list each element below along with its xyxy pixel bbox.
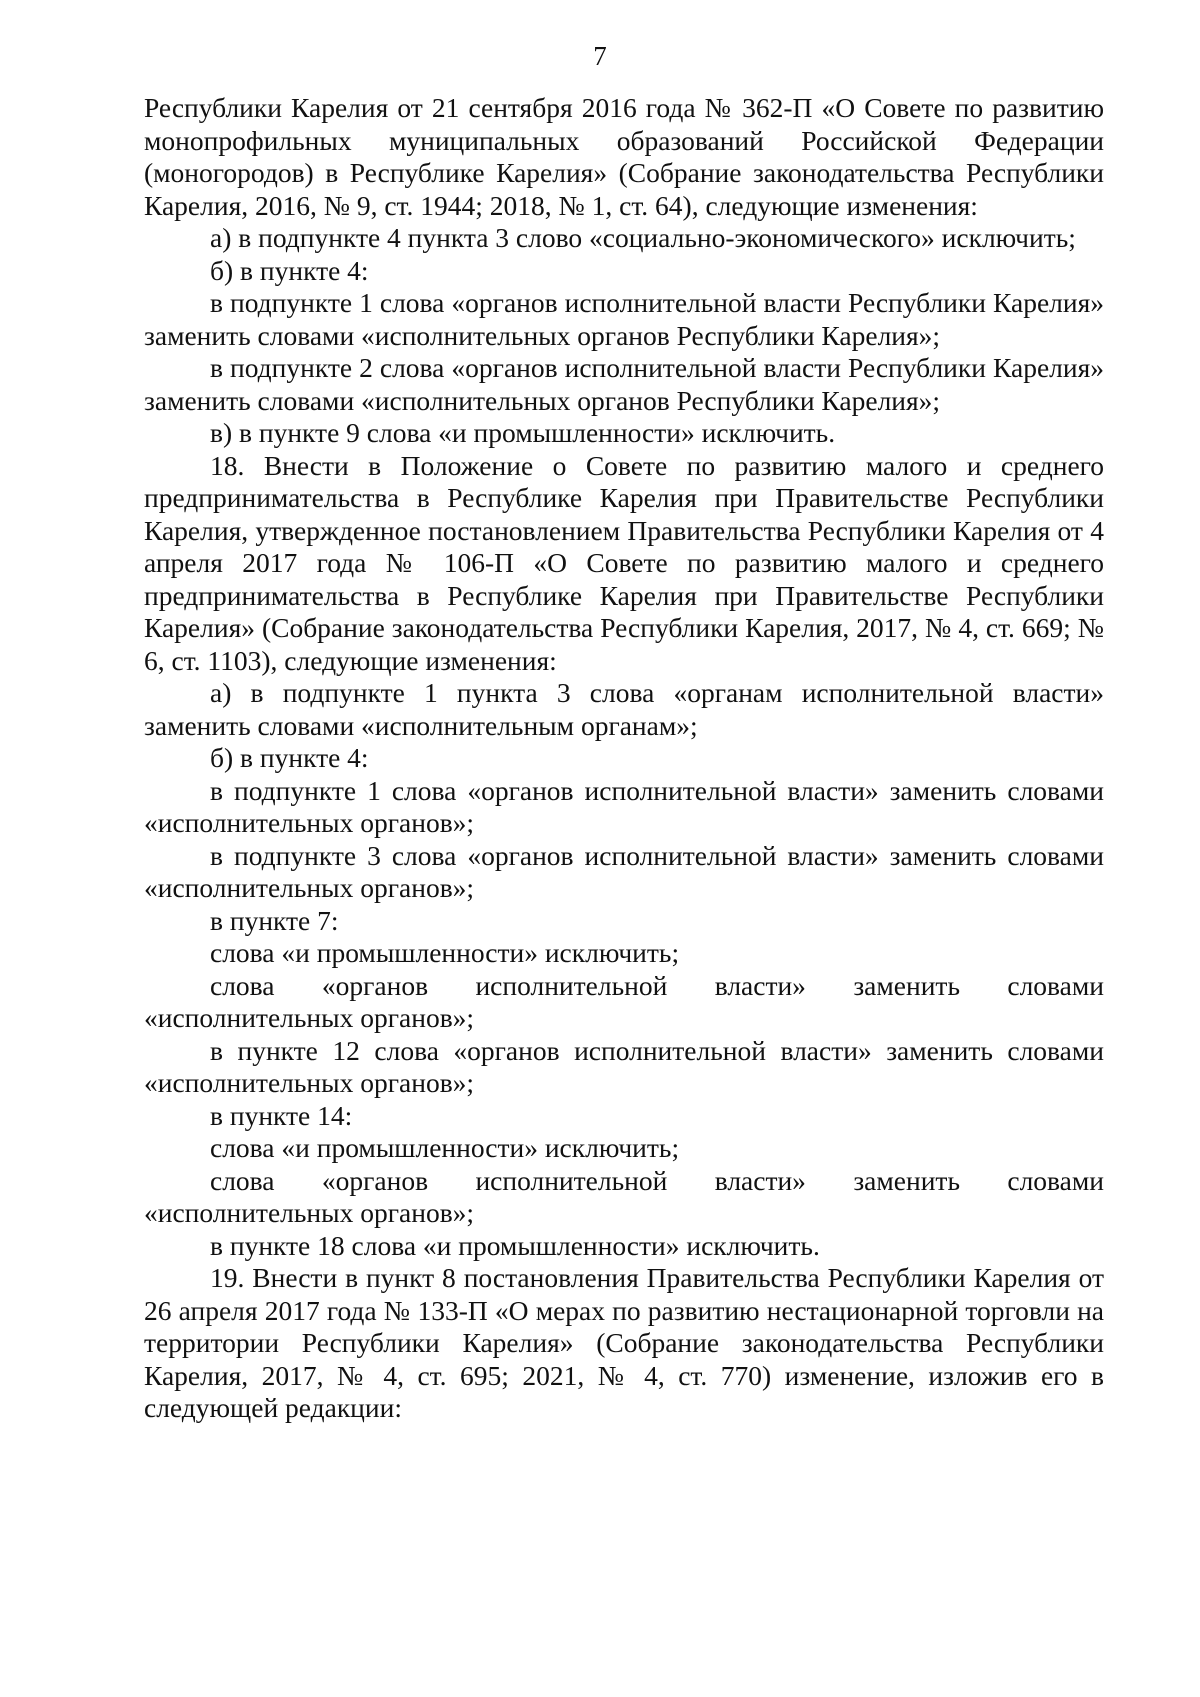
paragraph-point-18: в пункте 18 слова «и промышленности» исключить. (210, 1229, 820, 1261)
paragraph-section-19: 19. Внести в пункт 8 постановления Правительства Республики Карелия от 26 апреля 2017 года № 133-П «О мерах по развитию нестационарной торговли на территории Республики Карелия» (Собрание законодательства Республики Карелия, 2017, № 4, ст. 695; 2021, № 4, ст. 770) изменение, изложив его в следующей редакции: (144, 1262, 1104, 1423)
document-body (144, 92, 1104, 1425)
paragraph-amendment: слова «органов исполнительной власти» заменить словами «исполнительных органов»; (144, 969, 1104, 1033)
paragraph-subitem-1: в подпункте 1 слова «органов исполнительной власти» заменить словами «исполнительных органов»; (144, 774, 1104, 838)
paragraph-amendment: слова «и промышленности» исключить; (210, 937, 680, 968)
paragraph-continuation: Республики Карелия от 21 сентября 2016 года № 362-П «О Совете по развитию монопрофильных муниципальных образований Российской Федерации (моногородов) в Республике Карелия» (Собрание законодательства Республики Карелия, 2016, № 9, ст. 1944; 2018, № 1, ст. 64), следующие изменения: (144, 92, 1104, 221)
paragraph-subitem-3: в подпункте 3 слова «органов исполнительной власти» заменить словами «исполнительных органов»; (144, 839, 1104, 903)
paragraph-amendment: слова «органов исполнительной власти» заменить словами «исполнительных органов»; (144, 1164, 1104, 1228)
page-number: 7 (593, 41, 607, 71)
paragraph-section-18: 18. Внести в Положение о Совете по развитию малого и среднего предпринимательства в Республике Карелия при Правительстве Республики Карелия, утвержденное постановлением Правительства Республики Карелия от 4 апреля 2017 года № 106-П «О Совете по развитию малого и среднего предпринимательства в Республике Карелия при Правительстве Республики Карелия» (Собрание законодательства Республики Карелия, 2017, № 4, ст. 669; № 6, ст. 1103), следующие изменения: (144, 449, 1104, 676)
paragraph-point-7: в пункте 7: (210, 904, 339, 936)
paragraph-item-v: в) в пункте 9 слова «и промышленности» исключить. (210, 417, 836, 448)
paragraph-subitem-2: в подпункте 2 слова «органов исполнительной власти Республики Карелия» заменить словами «исполнительных органов Республики Карелия»; (144, 352, 1104, 416)
paragraph-point-14: в пункте 14: (210, 1099, 353, 1131)
paragraph-subitem-1: в подпункте 1 слова «органов исполнительной власти Республики Карелия» заменить словами «исполнительных органов Республики Карелия»; (144, 287, 1104, 351)
paragraph-item-a: а) в подпункте 1 пункта 3 слова «органам исполнительной власти» заменить словами «исполнительным органам»; (144, 677, 1104, 741)
paragraph-point-12: в пункте 12 слова «органов исполнительной власти» заменить словами «исполнительных органов»; (144, 1034, 1104, 1098)
paragraph-amendment: слова «и промышленности» исключить; (210, 1132, 680, 1163)
paragraph-item-a: а) в подпункте 4 пункта 3 слово «социально-экономического» исключить; (210, 222, 1076, 253)
paragraph-item-b: б) в пункте 4: (210, 742, 369, 773)
paragraph-item-b: б) в пункте 4: (210, 254, 369, 286)
